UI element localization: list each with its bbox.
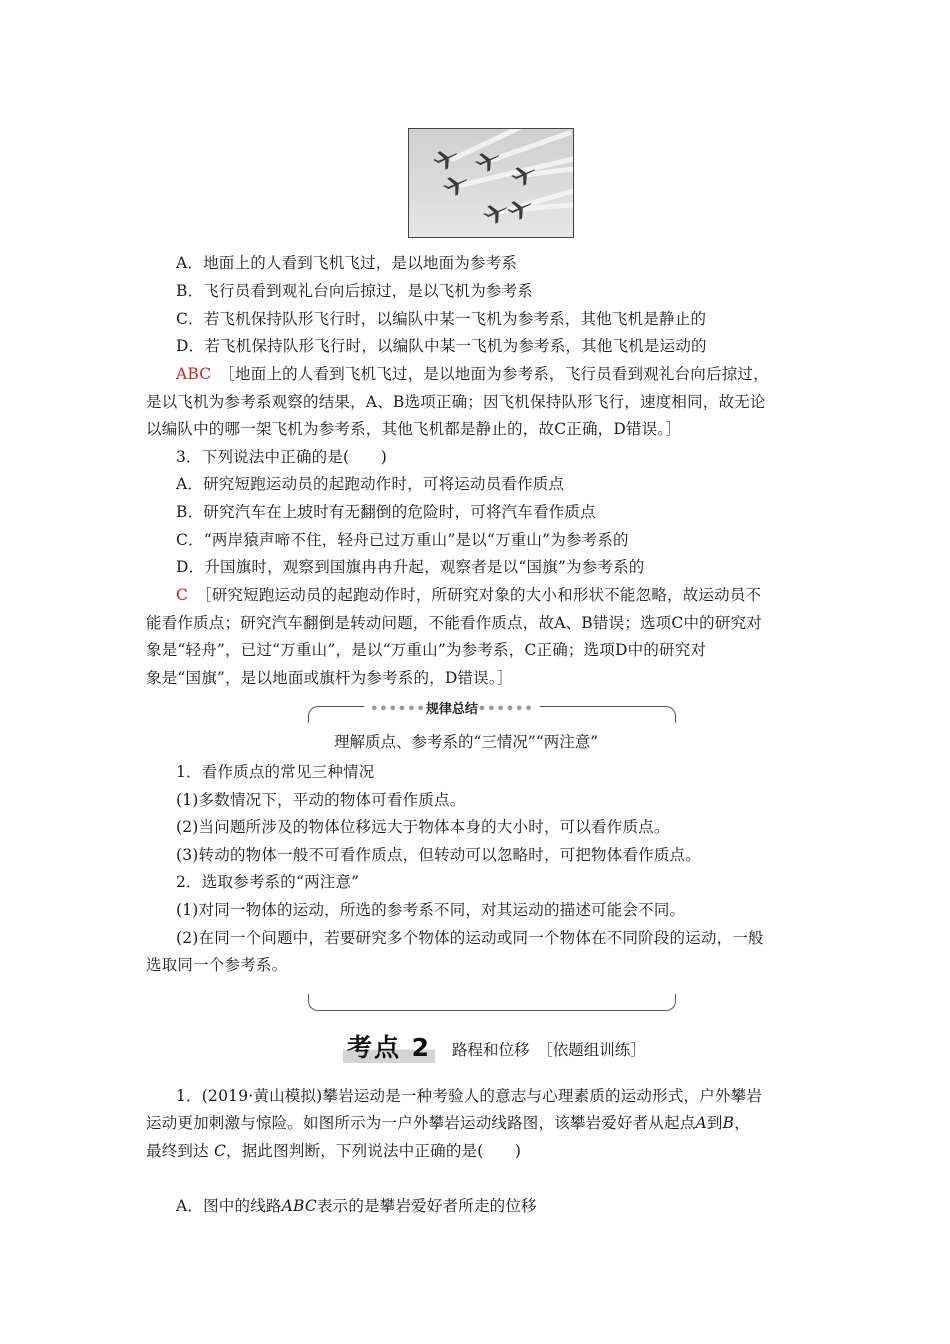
s2-q1-line-3a: 最终到达 (146, 1142, 209, 1160)
s2-q1-line-3b: ，据此图判断，下列说法中正确的是( ) (226, 1142, 522, 1160)
s2-q1-line-2 (146, 1111, 750, 1133)
summary-label-text: 规律总结 (425, 702, 478, 717)
summary-line-6: (1)对同一物体的运动，所选的参考系不同，对其运动的描述可能会不同。 (176, 901, 686, 919)
s2-q1-line-2a: 运动更加刺激与惊险。如图所示为一户外攀岩运动线路图，该攀岩爱好者从起点 (146, 1114, 696, 1132)
summary-line-3: (2)当问题所涉及的物体位移远大于物体本身的大小时，可以看作质点。 (176, 818, 670, 836)
summary-box-bottom (308, 994, 676, 1011)
route-abc-label: ABC (281, 1197, 317, 1215)
point-c-label: C (213, 1142, 227, 1160)
s2-q1-line-2b: 到 (706, 1114, 723, 1132)
q2-option-b: B．飞行员看到观礼台向后掠过，是以飞机为参考系 (176, 282, 533, 300)
planes-illustration (409, 129, 573, 237)
s2-q1-line-3 (146, 1139, 521, 1161)
s2-q1-option-a-post: 表示的是攀岩爱好者所走的位移 (316, 1197, 537, 1215)
s2-q1-line-2c: ， (734, 1114, 750, 1132)
q3-answer-text: ［研究短跑运动员的起跑动作时，所研究对象的大小和形状不能忽略，故运动员不 (203, 586, 762, 604)
summary-line-5: 2．选取参考系的“两注意” (176, 873, 360, 891)
q3-answer-line-3: 象是“轻舟”，已过“万重山”，是以“万重山”为参考系，C正确；选项D中的研究对 (146, 641, 707, 659)
q3-answer-line-4: 象是“国旗”，是以地面或旗杆为参考系的，D错误。］ (146, 669, 513, 687)
summary-line-2: (1)多数情况下，平动的物体可看作质点。 (176, 791, 466, 809)
q3-option-d: D．升国旗时，观察到国旗冉冉升起，观察者是以“国旗”为参考系的 (176, 558, 645, 576)
q3-answer-line-1 (176, 583, 761, 605)
q2-answer-key: ABC (176, 365, 212, 383)
exam-point-title: 路程和位移 ［依题组训练］ (452, 1041, 646, 1059)
summary-line-4: (3)转动的物体一般不可看作质点，但转动可以忽略时，可把物体看作质点。 (176, 846, 701, 864)
summary-title: 理解质点、参考系的“三情况”“两注意” (334, 733, 599, 751)
s2-q1-option-a-pre: A．图中的线路 (176, 1197, 282, 1215)
q2-answer-line-1 (176, 362, 769, 384)
s2-q1-line-1: 1．(2019·黄山模拟)攀岩运动是一种考验人的意志与心理素质的运动形式，户外攀岩 (176, 1087, 763, 1105)
formation-planes-photo (408, 128, 574, 238)
summary-line-1: 1．看作质点的常见三种情况 (176, 763, 375, 781)
q2-option-d: D．若飞机保持队形飞行时，以编队中某一飞机为参考系，其他飞机是运动的 (176, 337, 707, 355)
summary-label: ••••••规律总结•••••• (364, 698, 540, 717)
q3-option-b: B．研究汽车在上坡时有无翻倒的危险时，可将汽车看作质点 (176, 503, 596, 521)
q3-option-c: C．“两岸猿声啼不住，轻舟已过万重山”是以“万重山”为参考系的 (176, 531, 629, 549)
q2-answer-line-3: 以编队中的哪一架飞机为参考系，其他飞机都是静止的，故C正确，D错误。］ (146, 420, 682, 438)
q3-answer-key: C (176, 586, 189, 604)
q3-option-a: A．研究短跑运动员的起跑动作时，可将运动员看作质点 (176, 475, 565, 493)
summary-line-7: (2)在同一个问题中，若要研究多个物体的运动或同一个物体在不同阶段的运动，一般 (176, 929, 764, 947)
point-b-label: B (722, 1114, 735, 1132)
q2-answer-text: ［地面上的人看到飞机飞过，是以地面为参考系，飞行员看到观礼台向后掠过， (227, 365, 769, 383)
q2-answer-line-2: 是以飞机为参考系观察的结果，A、B选项正确；因飞机保持队形飞行，速度相同，故无论 (146, 393, 766, 411)
q3-answer-line-2: 能看作质点；研究汽车翻倒是转动问题，不能看作质点，故A、B错误；选项C中的研究对 (146, 614, 762, 632)
summary-line-7-wrap: 选取同一个参考系。 (146, 956, 288, 974)
q2-option-c: C．若飞机保持队形飞行时，以编队中某一飞机为参考系，其他飞机是静止的 (176, 310, 707, 328)
point-a-label: A (695, 1114, 707, 1132)
q3-stem: 3．下列说法中正确的是( ) (176, 448, 387, 466)
exam-point-badge: 考点 2 (343, 1033, 435, 1063)
q2-option-a: A．地面上的人看到飞机飞过，是以地面为参考系 (176, 254, 518, 272)
s2-q1-option-a (176, 1194, 537, 1216)
